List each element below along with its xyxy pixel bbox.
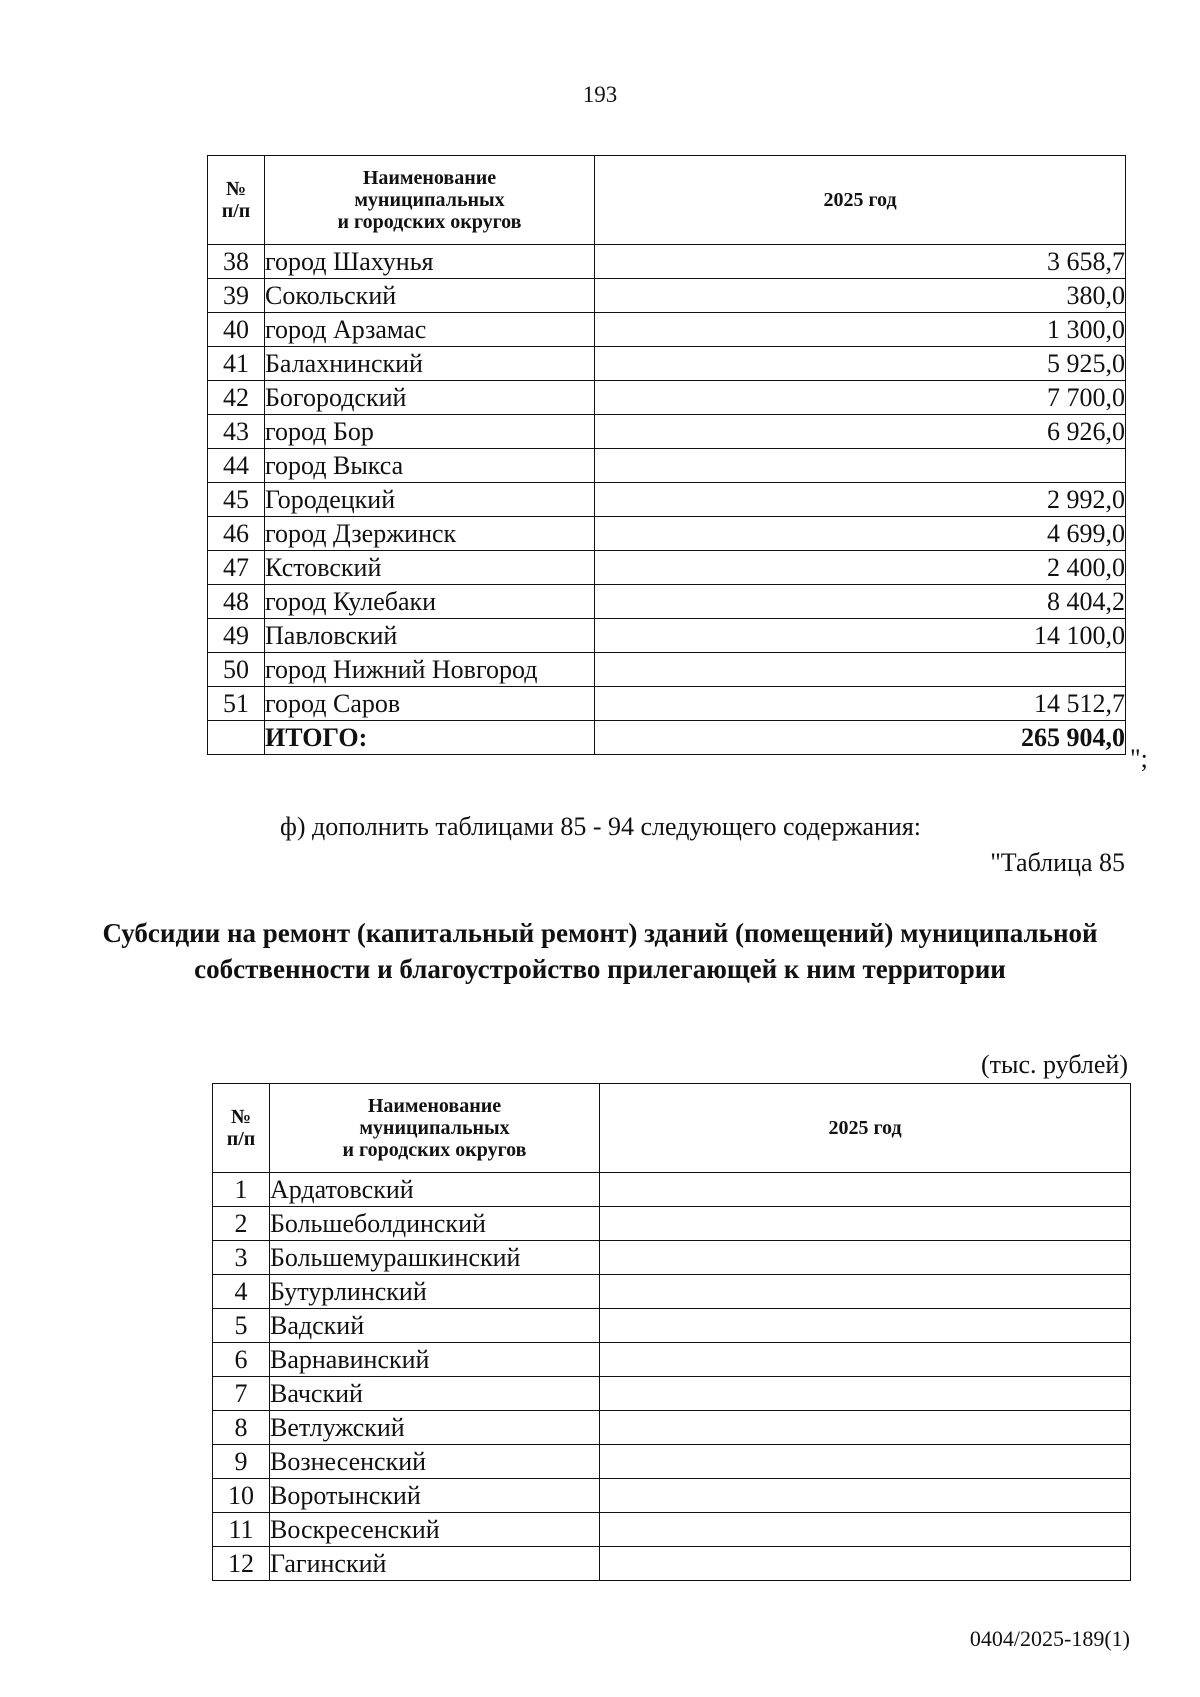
row-value bbox=[600, 1445, 1131, 1479]
municipality-name: город Нижний Новгород bbox=[265, 653, 595, 687]
table-label: "Таблица 85 bbox=[990, 848, 1125, 877]
row-value: 4 699,0 bbox=[595, 517, 1126, 551]
municipality-name: город Кулебаки bbox=[265, 585, 595, 619]
row-value bbox=[600, 1479, 1131, 1513]
municipality-name: город Шахунья bbox=[265, 245, 595, 279]
row-value: 14 100,0 bbox=[595, 619, 1126, 653]
row-value bbox=[600, 1343, 1131, 1377]
row-value: 14 512,7 bbox=[595, 687, 1126, 721]
table-row bbox=[208, 449, 1126, 483]
row-value bbox=[600, 1411, 1131, 1445]
table-row bbox=[208, 619, 1126, 653]
row-value bbox=[600, 1377, 1131, 1411]
row-number: 40 bbox=[208, 313, 265, 347]
row-number: 3 bbox=[213, 1241, 270, 1275]
total-num-cell bbox=[208, 721, 265, 755]
table-header-row bbox=[213, 1084, 1131, 1173]
row-value: 5 925,0 bbox=[595, 347, 1126, 381]
table-row bbox=[213, 1411, 1131, 1445]
row-value bbox=[600, 1547, 1131, 1581]
municipality-name: Городецкий bbox=[265, 483, 595, 517]
table-row bbox=[208, 381, 1126, 415]
row-number: 39 bbox=[208, 279, 265, 313]
municipality-name: Воротынский bbox=[270, 1479, 600, 1513]
table-row bbox=[208, 551, 1126, 585]
municipality-name: город Выкса bbox=[265, 449, 595, 483]
row-number: 11 bbox=[213, 1513, 270, 1547]
row-value bbox=[600, 1207, 1131, 1241]
municipality-name: Большеболдинский bbox=[270, 1207, 600, 1241]
municipality-name: Вачский bbox=[270, 1377, 600, 1411]
table-row bbox=[208, 585, 1126, 619]
page-number: 193 bbox=[582, 82, 618, 107]
row-value: 3 658,7 bbox=[595, 245, 1126, 279]
municipality-name: Кстовский bbox=[265, 551, 595, 585]
subsidy-table-continued bbox=[207, 155, 1126, 755]
table-row bbox=[213, 1377, 1131, 1411]
municipality-name: Богородский bbox=[265, 381, 595, 415]
header-name: Наименование муниципальных и городских округов bbox=[265, 156, 595, 245]
table-row bbox=[213, 1479, 1131, 1513]
row-number: 9 bbox=[213, 1445, 270, 1479]
table-row bbox=[208, 245, 1126, 279]
municipality-name: Балахнинский bbox=[265, 347, 595, 381]
row-number: 2 bbox=[213, 1207, 270, 1241]
header-num: № п/п bbox=[208, 156, 265, 245]
row-value: 2 400,0 bbox=[595, 551, 1126, 585]
municipality-name: Бутурлинский bbox=[270, 1275, 600, 1309]
row-value bbox=[600, 1173, 1131, 1207]
table-row bbox=[213, 1445, 1131, 1479]
closing-quote: "; bbox=[1130, 744, 1148, 773]
row-number: 41 bbox=[208, 347, 265, 381]
row-number: 47 bbox=[208, 551, 265, 585]
table-row bbox=[213, 1173, 1131, 1207]
row-value bbox=[595, 653, 1126, 687]
municipality-name: город Саров bbox=[265, 687, 595, 721]
municipality-name: Варнавинский bbox=[270, 1343, 600, 1377]
row-value bbox=[600, 1241, 1131, 1275]
municipality-name: Гагинский bbox=[270, 1547, 600, 1581]
table-row bbox=[213, 1343, 1131, 1377]
table-row bbox=[213, 1547, 1131, 1581]
total-value: 265 904,0 bbox=[595, 721, 1126, 755]
row-value: 7 700,0 bbox=[595, 381, 1126, 415]
municipality-name: Воскресенский bbox=[270, 1513, 600, 1547]
table-header-row bbox=[208, 156, 1126, 245]
header-name: Наименование муниципальных и городских округов bbox=[270, 1084, 600, 1173]
table-row bbox=[208, 483, 1126, 517]
row-number: 1 bbox=[213, 1173, 270, 1207]
table-row bbox=[213, 1309, 1131, 1343]
section-title: Субсидии на ремонт (капитальный ремонт) зданий (помещений) муниципальной собственности и благоустройство прилегающей к ним территории bbox=[102, 918, 1098, 984]
row-value: 2 992,0 bbox=[595, 483, 1126, 517]
subsidy-table-85 bbox=[212, 1083, 1131, 1581]
table-row bbox=[213, 1275, 1131, 1309]
amendment-instruction: ф) дополнить таблицами 85 - 94 следующего содержания: bbox=[280, 812, 922, 841]
row-number: 4 bbox=[213, 1275, 270, 1309]
municipality-name: Ардатовский bbox=[270, 1173, 600, 1207]
row-number: 51 bbox=[208, 687, 265, 721]
municipality-name: город Арзамас bbox=[265, 313, 595, 347]
table-row bbox=[213, 1513, 1131, 1547]
row-value: 1 300,0 bbox=[595, 313, 1126, 347]
table-row bbox=[213, 1207, 1131, 1241]
row-number: 5 bbox=[213, 1309, 270, 1343]
municipality-name: Вадский bbox=[270, 1309, 600, 1343]
table-row bbox=[208, 687, 1126, 721]
row-number: 38 bbox=[208, 245, 265, 279]
municipality-name: Вознесенский bbox=[270, 1445, 600, 1479]
row-number: 44 bbox=[208, 449, 265, 483]
row-value: 6 926,0 bbox=[595, 415, 1126, 449]
row-value: 380,0 bbox=[595, 279, 1126, 313]
row-number: 6 bbox=[213, 1343, 270, 1377]
table-row bbox=[208, 347, 1126, 381]
table-row bbox=[208, 313, 1126, 347]
row-value bbox=[600, 1275, 1131, 1309]
units-label: (тыс. рублей) bbox=[980, 1050, 1128, 1079]
table-row bbox=[208, 653, 1126, 687]
row-number: 7 bbox=[213, 1377, 270, 1411]
table-row bbox=[208, 415, 1126, 449]
municipality-name: город Дзержинск bbox=[265, 517, 595, 551]
row-number: 43 bbox=[208, 415, 265, 449]
municipality-name: Большемурашкинский bbox=[270, 1241, 600, 1275]
municipality-name: Павловский bbox=[265, 619, 595, 653]
row-number: 49 bbox=[208, 619, 265, 653]
municipality-name: город Бор bbox=[265, 415, 595, 449]
municipality-name: Сокольский bbox=[265, 279, 595, 313]
table-row bbox=[213, 1241, 1131, 1275]
row-value: 8 404,2 bbox=[595, 585, 1126, 619]
row-value bbox=[600, 1513, 1131, 1547]
total-label: ИТОГО: bbox=[265, 721, 595, 755]
header-num: № п/п bbox=[213, 1084, 270, 1173]
row-number: 48 bbox=[208, 585, 265, 619]
municipality-name: Ветлужский bbox=[270, 1411, 600, 1445]
table-row bbox=[208, 279, 1126, 313]
row-number: 8 bbox=[213, 1411, 270, 1445]
header-year: 2025 год bbox=[600, 1084, 1131, 1173]
row-number: 10 bbox=[213, 1479, 270, 1513]
header-year: 2025 год bbox=[595, 156, 1126, 245]
row-value bbox=[600, 1309, 1131, 1343]
row-number: 50 bbox=[208, 653, 265, 687]
document-code: 0404/2025-189(1) bbox=[969, 1626, 1130, 1651]
total-row bbox=[208, 721, 1126, 755]
row-number: 46 bbox=[208, 517, 265, 551]
row-number: 45 bbox=[208, 483, 265, 517]
row-number: 42 bbox=[208, 381, 265, 415]
row-value bbox=[595, 449, 1126, 483]
row-number: 12 bbox=[213, 1547, 270, 1581]
table-row bbox=[208, 517, 1126, 551]
